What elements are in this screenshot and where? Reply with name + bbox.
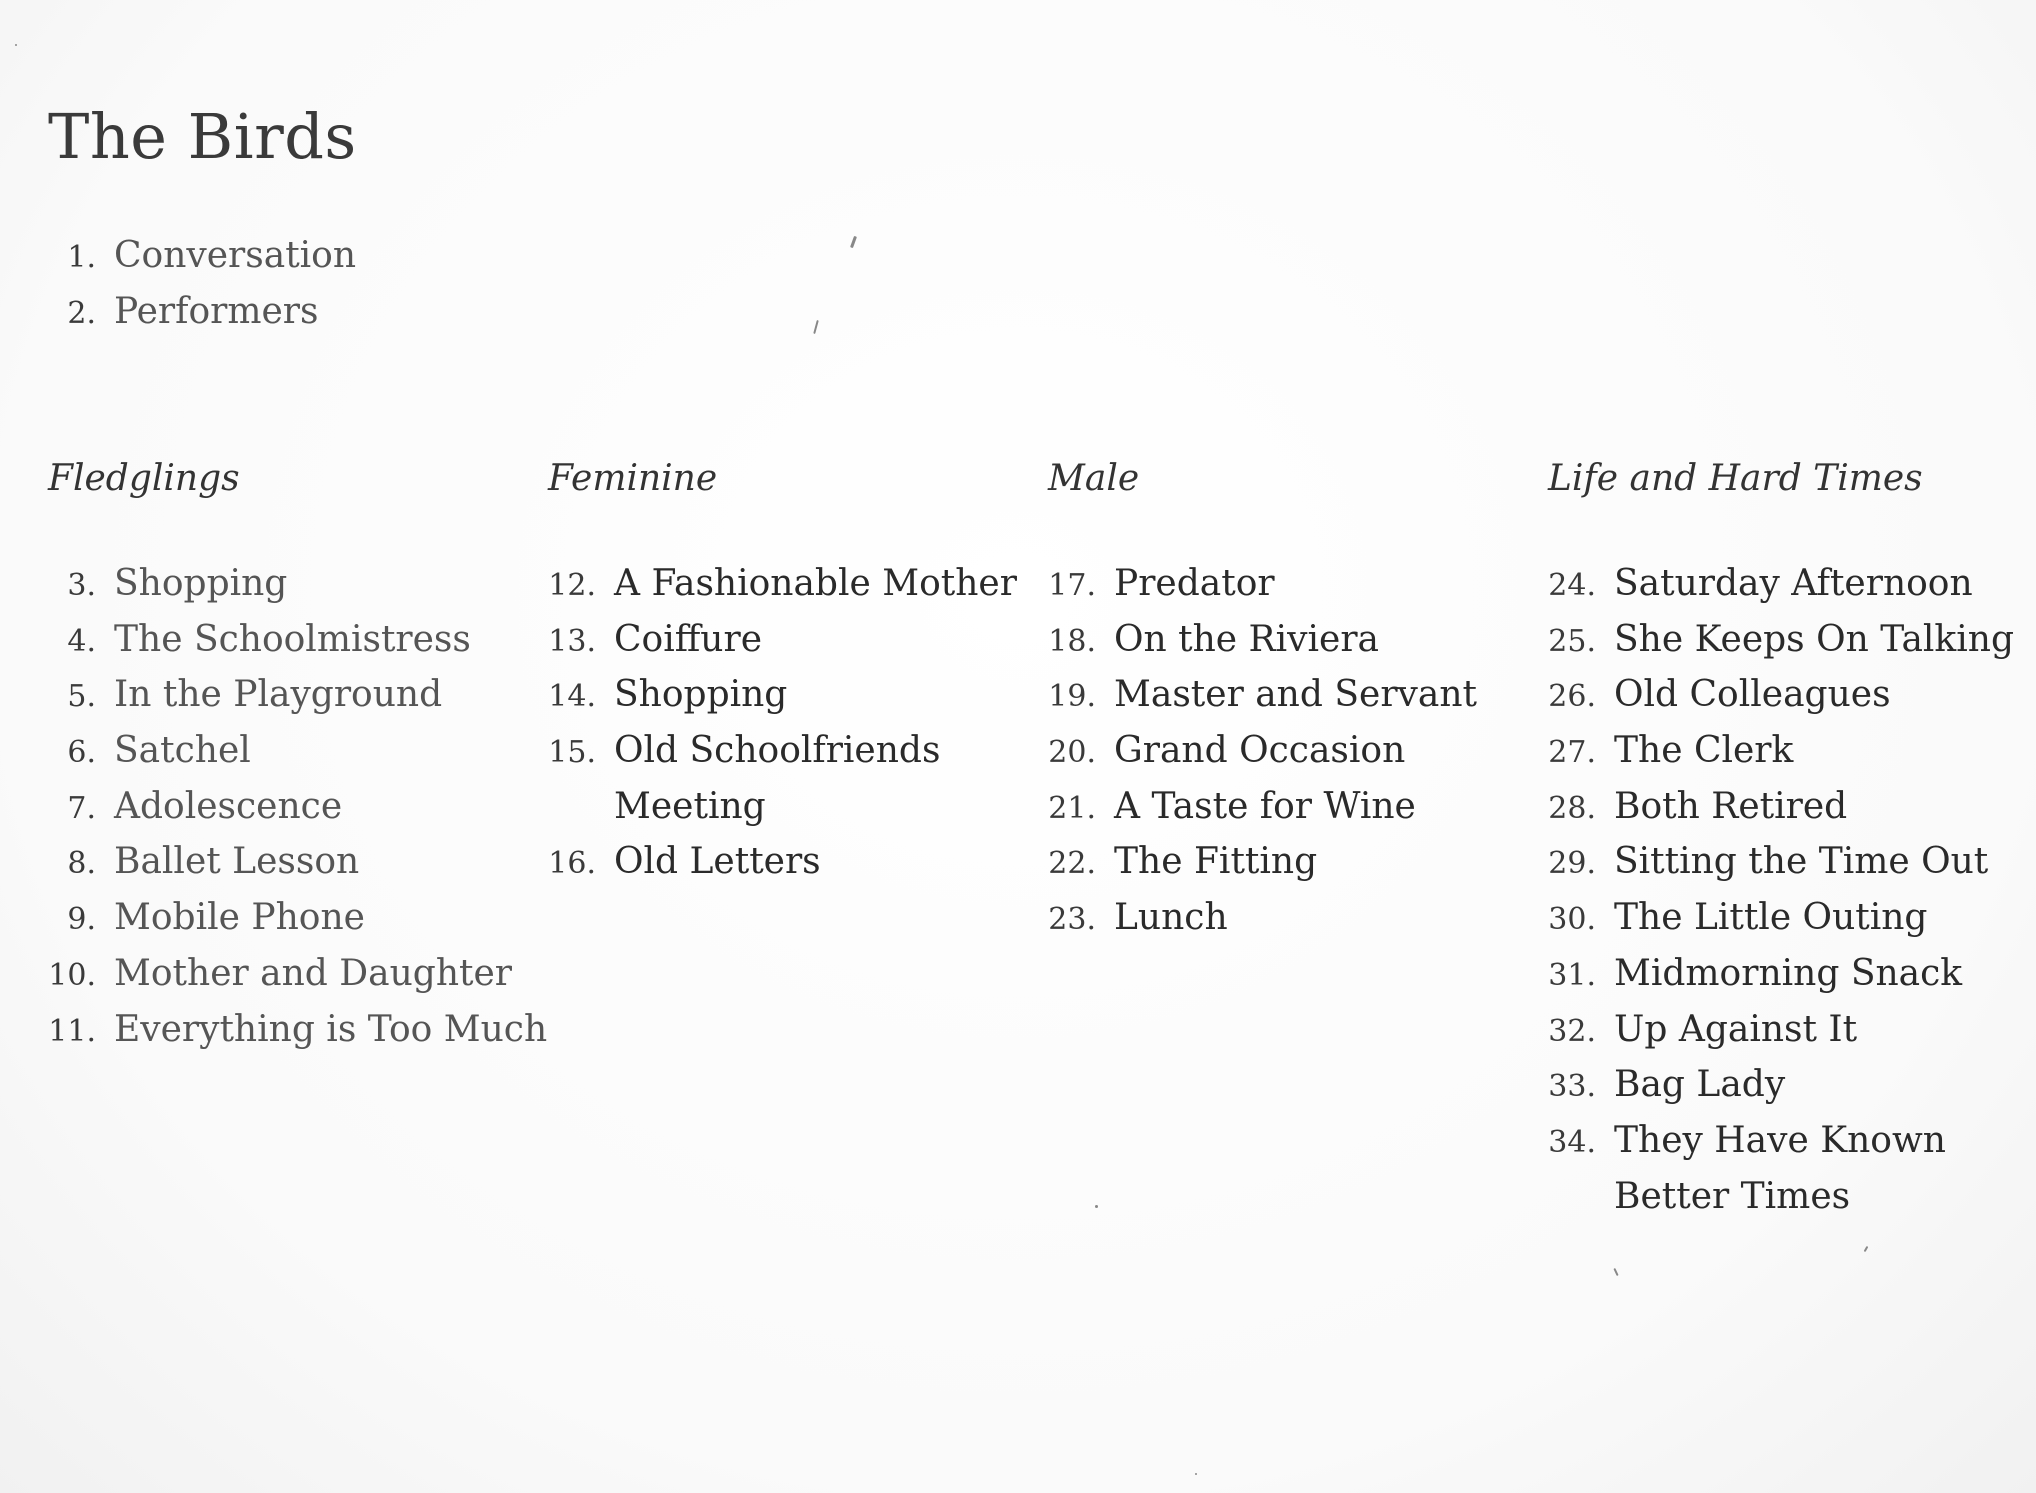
item-number: 19. bbox=[1048, 679, 1096, 715]
item-label: Up Against It bbox=[1614, 1008, 1858, 1050]
list-item bbox=[48, 235, 356, 291]
item-number: 33. bbox=[1548, 1069, 1596, 1105]
item-label: Shopping bbox=[114, 563, 288, 604]
list-item bbox=[48, 841, 547, 897]
item-number: 26. bbox=[1548, 679, 1596, 715]
item-number: 22. bbox=[1048, 846, 1096, 882]
list-item-continuation bbox=[1548, 1176, 2014, 1232]
list-item bbox=[48, 619, 547, 675]
section-list-fledglings bbox=[48, 563, 547, 1064]
item-number: 16. bbox=[548, 846, 596, 882]
list-item bbox=[48, 291, 356, 347]
list-item bbox=[1548, 841, 2014, 897]
item-label: The Little Outing bbox=[1614, 897, 1928, 939]
item-label: The Clerk bbox=[1614, 730, 1794, 772]
item-label: The Fitting bbox=[1114, 841, 1318, 883]
item-number: 4. bbox=[67, 623, 96, 659]
list-item bbox=[1048, 563, 1477, 619]
page-title: The Birds bbox=[48, 100, 357, 173]
item-label: In the Playground bbox=[114, 674, 443, 716]
list-item bbox=[48, 786, 547, 842]
item-label: Mobile Phone bbox=[114, 897, 365, 939]
list-item bbox=[48, 563, 547, 619]
list-item bbox=[548, 730, 1017, 786]
item-label: Bag Lady bbox=[1614, 1064, 1786, 1106]
item-number: 13. bbox=[548, 623, 596, 659]
item-label: Old Colleagues bbox=[1614, 674, 1891, 716]
item-number: 31. bbox=[1548, 957, 1596, 993]
item-number: 8. bbox=[67, 846, 96, 882]
intro-list bbox=[48, 235, 356, 346]
section-heading-life-and-hard-times: Life and Hard Times bbox=[1548, 458, 1923, 499]
item-number: 29. bbox=[1548, 846, 1596, 882]
scan-speck bbox=[1095, 1205, 1098, 1208]
list-item bbox=[1548, 674, 2014, 730]
item-label: A Taste for Wine bbox=[1114, 785, 1416, 827]
list-item bbox=[548, 841, 1017, 897]
item-number: 27. bbox=[1548, 735, 1596, 771]
item-number: 14. bbox=[548, 679, 596, 715]
item-label: Master and Servant bbox=[1114, 674, 1477, 716]
scan-speck bbox=[1195, 1473, 1197, 1475]
item-label: Old Schoolfriends bbox=[614, 730, 941, 772]
list-item bbox=[1548, 1120, 2014, 1176]
item-label: The Schoolmistress bbox=[114, 618, 471, 660]
list-item bbox=[48, 953, 547, 1009]
item-number: 24. bbox=[1548, 568, 1596, 603]
section-list-life-and-hard-times bbox=[1548, 563, 2014, 1231]
item-number: 10. bbox=[48, 957, 96, 993]
list-item bbox=[1548, 897, 2014, 953]
section-heading-feminine: Feminine bbox=[548, 458, 718, 499]
item-number: 18. bbox=[1048, 623, 1096, 659]
item-label: Sitting the Time Out bbox=[1614, 841, 1989, 883]
list-item bbox=[1548, 730, 2014, 786]
scan-speck bbox=[1613, 1268, 1618, 1276]
item-number: 2. bbox=[67, 295, 96, 331]
list-item bbox=[548, 674, 1017, 730]
list-item bbox=[1048, 897, 1477, 953]
list-item bbox=[1548, 953, 2014, 1009]
scan-speck bbox=[1864, 1246, 1869, 1252]
list-item bbox=[48, 674, 547, 730]
item-number: 1. bbox=[67, 240, 96, 275]
item-label: She Keeps On Talking bbox=[1614, 618, 2014, 660]
item-label: Lunch bbox=[1114, 897, 1228, 939]
item-number: 34. bbox=[1548, 1124, 1596, 1160]
list-item bbox=[548, 619, 1017, 675]
item-label: Grand Occasion bbox=[1114, 730, 1406, 772]
item-label: Ballet Lesson bbox=[114, 841, 360, 883]
item-label: Both Retired bbox=[1614, 785, 1848, 827]
scan-speck bbox=[813, 320, 819, 334]
item-number: 28. bbox=[1548, 790, 1596, 826]
list-item bbox=[48, 897, 547, 953]
item-number: 11. bbox=[48, 1013, 96, 1049]
section-list-male bbox=[1048, 563, 1477, 953]
list-item bbox=[1548, 786, 2014, 842]
list-item bbox=[548, 563, 1017, 619]
item-label: Performers bbox=[114, 290, 319, 332]
item-label: They Have Known bbox=[1614, 1119, 1946, 1161]
item-label: Conversation bbox=[114, 235, 357, 276]
list-item bbox=[1048, 619, 1477, 675]
item-number: 32. bbox=[1548, 1013, 1596, 1049]
item-label: Saturday Afternoon bbox=[1614, 563, 1973, 604]
scan-speck bbox=[15, 44, 17, 46]
section-heading-male: Male bbox=[1048, 458, 1140, 499]
list-item bbox=[1048, 674, 1477, 730]
item-label-continuation: Better Times bbox=[1614, 1175, 1851, 1217]
item-number: 30. bbox=[1548, 902, 1596, 938]
section-heading-fledglings: Fledglings bbox=[48, 458, 240, 499]
item-label-continuation: Meeting bbox=[614, 785, 766, 827]
list-item bbox=[48, 1009, 547, 1065]
item-label: Shopping bbox=[614, 674, 788, 716]
item-number: 21. bbox=[1048, 790, 1096, 826]
section-list-feminine bbox=[548, 563, 1017, 897]
item-number: 12. bbox=[548, 568, 596, 603]
item-label: Midmorning Snack bbox=[1614, 952, 1963, 994]
item-number: 6. bbox=[67, 735, 96, 771]
item-number: 23. bbox=[1048, 902, 1096, 938]
list-item bbox=[1548, 619, 2014, 675]
list-item bbox=[1048, 730, 1477, 786]
item-label: Old Letters bbox=[614, 841, 821, 883]
item-label: Everything is Too Much bbox=[114, 1008, 548, 1050]
item-number: 17. bbox=[1048, 568, 1096, 603]
item-label: Coiffure bbox=[614, 618, 763, 660]
list-item bbox=[1548, 563, 2014, 619]
item-number: 3. bbox=[67, 568, 96, 603]
item-label: On the Riviera bbox=[1114, 618, 1379, 660]
list-item bbox=[1548, 1009, 2014, 1065]
item-number: 5. bbox=[67, 679, 96, 715]
item-number: 20. bbox=[1048, 735, 1096, 771]
item-label: A Fashionable Mother bbox=[614, 563, 1017, 604]
list-item bbox=[48, 730, 547, 786]
item-label: Mother and Daughter bbox=[114, 952, 513, 994]
scan-speck bbox=[850, 236, 857, 248]
item-number: 7. bbox=[67, 790, 96, 826]
item-number: 25. bbox=[1548, 623, 1596, 659]
list-item-continuation bbox=[548, 786, 1017, 842]
item-number: 15. bbox=[548, 735, 596, 771]
item-label: Predator bbox=[1114, 563, 1275, 604]
item-number: 9. bbox=[67, 902, 96, 938]
item-label: Satchel bbox=[114, 730, 251, 772]
item-label: Adolescence bbox=[114, 785, 343, 827]
list-item bbox=[1048, 841, 1477, 897]
list-item bbox=[1548, 1064, 2014, 1120]
list-item bbox=[1048, 786, 1477, 842]
